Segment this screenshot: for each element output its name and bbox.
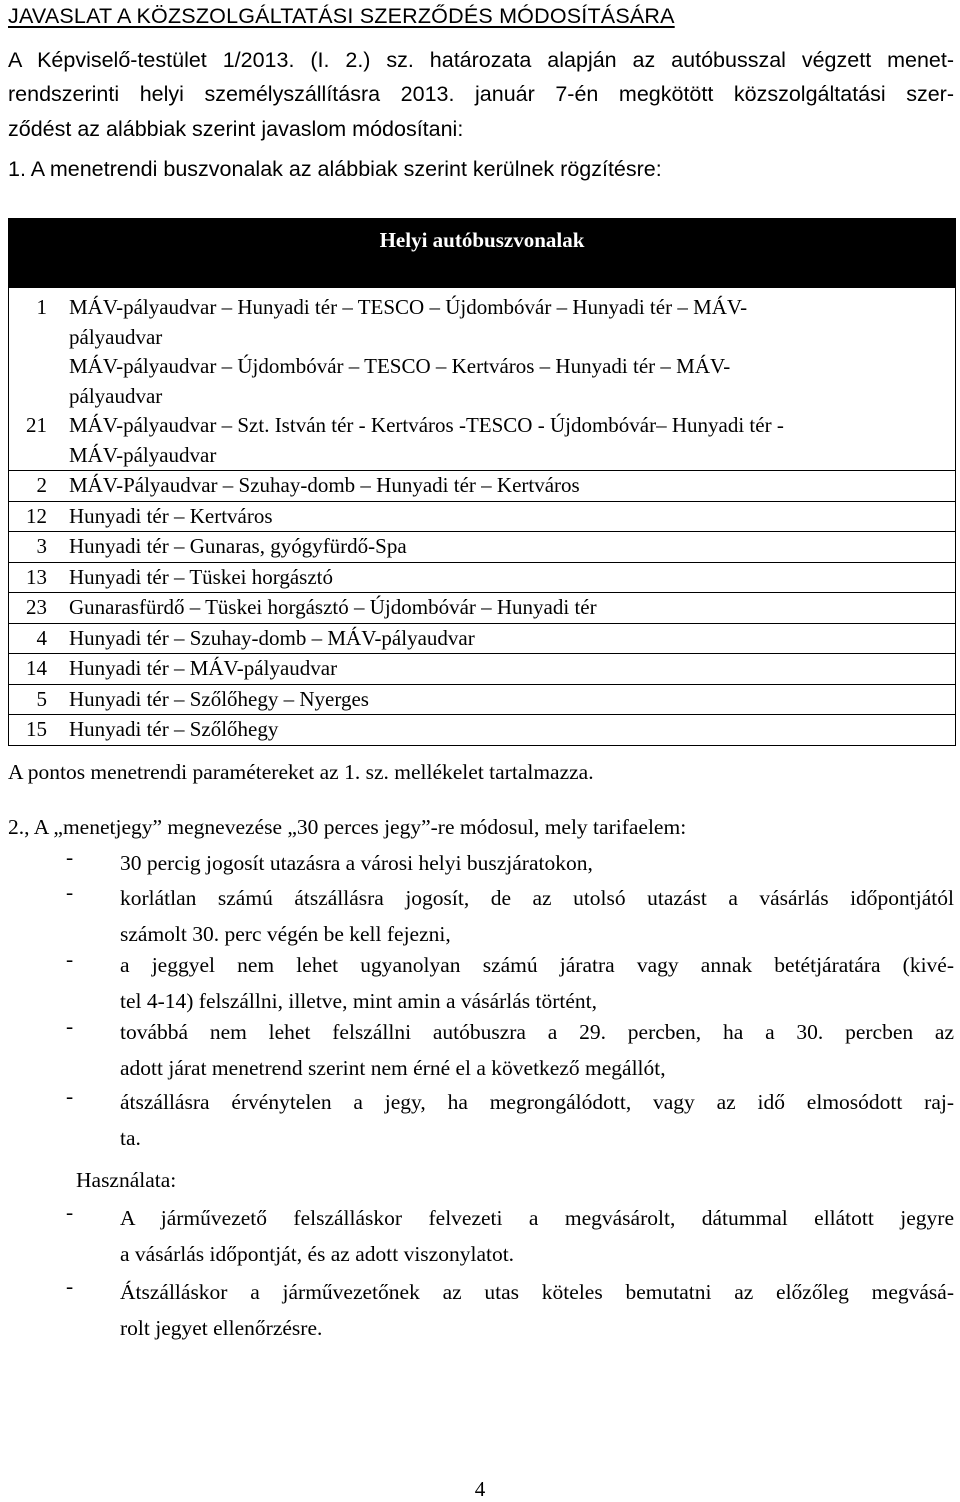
route-description xyxy=(69,715,955,745)
usage-label: Használata: xyxy=(76,1168,177,1192)
bullet-line: átszállásra érvénytelen a jegy, ha megrongálódott, vagy az idő elmosódott raj- xyxy=(120,1090,954,1114)
bullet-line: korlátlan számú átszállásra jogosít, de az utolsó utazást a vásárlás időpontjától xyxy=(120,886,954,910)
line-number: 1 xyxy=(36,295,47,319)
bullet-dash: - xyxy=(66,947,74,971)
route-line: pályaudvar xyxy=(69,383,163,408)
bullet-line: rolt jegyet ellenőrzésre. xyxy=(120,1316,323,1340)
route-description xyxy=(69,411,955,470)
route-line: Hunyadi tér – Szuhay-domb – MÁV-pályaudvar xyxy=(69,625,475,650)
line-number: 4 xyxy=(36,625,47,650)
table-row xyxy=(9,411,955,471)
table-row xyxy=(9,624,955,655)
route-description xyxy=(69,532,955,562)
intro-line: A Képviselő-testület 1/2013. (I. 2.) sz. határozata alapján az autóbusszal végzett menet- xyxy=(8,48,954,72)
route-line: Hunyadi tér – Tüskei horgásztó xyxy=(69,564,334,589)
bullet-dash: - xyxy=(66,1084,74,1108)
route-description xyxy=(69,624,955,654)
route-description xyxy=(69,563,955,593)
table-header-label: Helyi autóbuszvonalak xyxy=(379,228,585,252)
line-number: 12 xyxy=(26,503,47,528)
route-description xyxy=(69,654,955,684)
bullet-text xyxy=(120,1274,954,1346)
route-line: MÁV-pályaudvar – Szt. István tér - Kertváros -TESCO - Újdombóvár– Hunyadi tér - xyxy=(69,413,784,437)
bullet-text xyxy=(120,1200,954,1272)
route-line: MÁV-Pályaudvar – Szuhay-domb – Hunyadi tér – Kertváros xyxy=(69,473,580,497)
table-row xyxy=(9,715,955,745)
intro-paragraph xyxy=(8,43,954,146)
bus-lines-table xyxy=(8,218,956,746)
bullet-line: továbbá nem lehet felszállni autóbuszra a 29. percben, ha a 30. percben az xyxy=(120,1020,954,1044)
line-number: 13 xyxy=(26,564,47,589)
bullet-line: a jeggyel nem lehet ugyanolyan számú járatra vagy annak betétjáratára (kivé- xyxy=(120,953,954,977)
bullet-dash: - xyxy=(66,880,74,904)
table-body xyxy=(9,288,955,745)
bullet-text xyxy=(120,880,954,952)
line-number: 2 xyxy=(36,473,47,497)
route-description xyxy=(69,293,955,411)
page-number: 4 xyxy=(474,1477,486,1501)
table-row xyxy=(9,471,955,502)
table-row xyxy=(9,593,955,624)
intro-line: rendszerinti helyi személyszállításra 2013. január 7-én megkötött közszolgáltatási szer- xyxy=(8,82,954,107)
bullet-line: adott járat menetrend szerint nem érné el a következő megállót, xyxy=(120,1056,666,1080)
route-line: Hunyadi tér – Szőlőhegy xyxy=(69,717,279,741)
table-row xyxy=(9,685,955,716)
route-description xyxy=(69,593,955,623)
route-line: MÁV-pályaudvar xyxy=(69,442,217,467)
route-line: Hunyadi tér – Szőlőhegy – Nyerges xyxy=(69,686,369,711)
table-row xyxy=(9,532,955,563)
schedule-note: A pontos menetrendi paramétereket az 1. sz. mellékelet tartalmazza. xyxy=(8,760,594,784)
bullet-line: 30 percig jogosít utazásra a városi helyi buszjáratokon, xyxy=(120,851,593,875)
bullet-dash: - xyxy=(66,1274,74,1298)
route-line: Hunyadi tér – Kertváros xyxy=(69,503,273,528)
document-heading: JAVASLAT A KÖZSZOLGÁLTATÁSI SZERZŐDÉS MÓDOSÍTÁSÁRA xyxy=(8,4,675,28)
bullet-line: Átszálláskor a járművezetőnek az utas köteles bemutatni az előzőleg megvásá- xyxy=(120,1280,954,1304)
line-number: 15 xyxy=(26,717,47,741)
route-description xyxy=(69,502,955,532)
table-header xyxy=(9,219,955,288)
bullet-line: számolt 30. perc végén be kell fejezni, xyxy=(120,922,451,946)
section-1-title: 1. A menetrendi buszvonalak az alábbiak szerint kerülnek rögzítésre: xyxy=(8,157,662,181)
route-line: Hunyadi tér – Gunaras, gyógyfürdő-Spa xyxy=(69,534,407,558)
line-number: 14 xyxy=(26,656,47,680)
bullet-dash: - xyxy=(66,1014,74,1038)
line-number: 5 xyxy=(36,686,47,711)
line-number: 3 xyxy=(36,534,47,558)
table-row xyxy=(9,563,955,594)
route-description xyxy=(69,471,955,501)
route-description xyxy=(69,685,955,715)
line-number: 21 xyxy=(26,413,47,437)
route-line: Hunyadi tér – MÁV-pályaudvar xyxy=(69,656,338,680)
bullet-line: a vásárlás időpontját, és az adott viszonylatot. xyxy=(120,1242,515,1266)
line-number: 23 xyxy=(26,595,47,619)
table-row xyxy=(9,502,955,533)
route-line: pályaudvar xyxy=(69,324,163,349)
bullet-text xyxy=(120,1014,954,1086)
bullet-dash: - xyxy=(66,845,74,869)
section-2-title: 2., A „menetjegy” megnevezése „30 perces jegy”-re módosul, mely tarifaelem: xyxy=(8,815,687,839)
route-line: MÁV-pályaudvar – Hunyadi tér – TESCO – Újdombóvár – Hunyadi tér – MÁV- xyxy=(69,295,748,319)
table-row xyxy=(9,293,955,411)
route-line: MÁV-pályaudvar – Újdombóvár – TESCO – Kertváros – Hunyadi tér – MÁV- xyxy=(69,354,731,378)
route-line: Gunarasfürdő – Tüskei horgásztó – Újdombóvár – Hunyadi tér xyxy=(69,595,597,619)
bullet-text xyxy=(120,947,954,1019)
bullet-line: ta. xyxy=(120,1126,141,1150)
table-row xyxy=(9,654,955,685)
bullet-line: tel 4-14) felszállni, illetve, mint amin a vásárlás történt, xyxy=(120,989,598,1013)
bullet-text xyxy=(120,1084,954,1156)
bullet-line: A járművezető felszálláskor felvezeti a megvásárolt, dátummal ellátott jegyre xyxy=(120,1206,954,1230)
intro-line: ződést az alábbiak szerint javaslom módosítani: xyxy=(8,116,464,141)
bullet-dash: - xyxy=(66,1200,74,1224)
bullet-text xyxy=(120,845,954,881)
